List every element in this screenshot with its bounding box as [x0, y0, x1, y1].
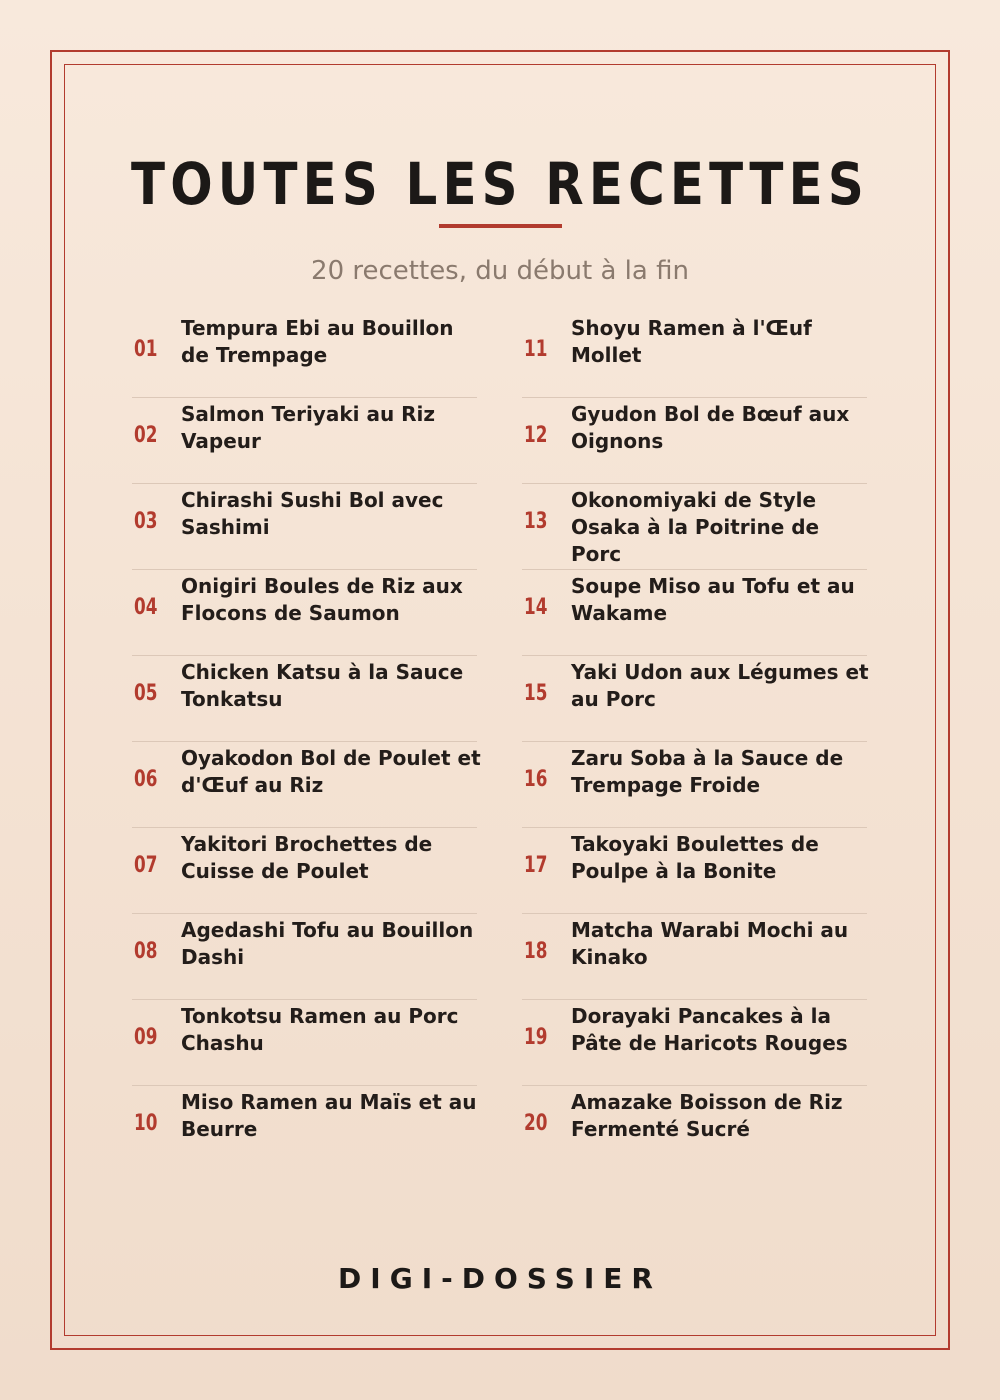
- recipe-item: [132, 656, 477, 742]
- recipe-name: Dorayaki Pancakes à la Pâte de Haricots Rouges: [571, 1004, 848, 1055]
- recipe-item: [522, 742, 867, 828]
- recipe-name: Chirashi Sushi Bol avec Sashimi: [181, 488, 444, 539]
- recipe-item: [132, 570, 477, 656]
- title-underline: [439, 224, 562, 228]
- recipe-item: [522, 398, 867, 484]
- recipe-number: 15: [524, 681, 548, 706]
- recipe-name: Yakitori Brochettes de Cuisse de Poulet: [181, 832, 433, 883]
- recipe-name: Tempura Ebi au Bouillon de Trempage: [181, 316, 454, 367]
- recipe-item: [132, 1000, 477, 1086]
- recipe-number: 13: [524, 509, 548, 534]
- recipe-name: Agedashi Tofu au Bouillon Dashi: [181, 918, 474, 969]
- recipe-name: Miso Ramen au Maïs et au Beurre: [181, 1090, 477, 1141]
- recipe-name: Soupe Miso au Tofu et au Wakame: [571, 574, 855, 625]
- recipe-number: 03: [134, 509, 158, 534]
- recipe-number: 10: [134, 1111, 158, 1136]
- recipe-number: 01: [134, 337, 158, 362]
- recipe-name: Chicken Katsu à la Sauce Tonkatsu: [181, 660, 464, 711]
- recipe-number: 18: [524, 939, 548, 964]
- recipe-name: Amazake Boisson de Riz Fermenté Sucré: [571, 1090, 843, 1141]
- recipe-number: 20: [524, 1111, 548, 1136]
- recipe-name: Gyudon Bol de Bœuf aux Oignons: [571, 402, 850, 453]
- recipe-number: 04: [134, 595, 158, 620]
- recipe-name: Tonkotsu Ramen au Porc Chashu: [181, 1004, 459, 1055]
- recipe-number: 07: [134, 853, 158, 878]
- recipe-item: [522, 312, 867, 398]
- recipe-number: 09: [134, 1025, 158, 1050]
- recipe-name: Shoyu Ramen à l'Œuf Mollet: [571, 316, 812, 367]
- recipe-item: [132, 828, 477, 914]
- recipe-item: [132, 312, 477, 398]
- recipe-item: [522, 1086, 867, 1172]
- recipe-name: Matcha Warabi Mochi au Kinako: [571, 918, 849, 969]
- page-title: TOUTES LES RECETTES: [131, 150, 869, 218]
- recipe-number: 08: [134, 939, 158, 964]
- recipe-item: [522, 1000, 867, 1086]
- recipe-number: 06: [134, 767, 158, 792]
- recipe-number: 11: [524, 337, 548, 362]
- recipe-item: [132, 398, 477, 484]
- footer-brand: DIGI-DOSSIER: [338, 1262, 662, 1295]
- recipe-number: 17: [524, 853, 548, 878]
- recipe-name: Yaki Udon aux Légumes et au Porc: [571, 660, 869, 711]
- recipe-name: Zaru Soba à la Sauce de Trempage Froide: [571, 746, 844, 797]
- recipe-number: 14: [524, 595, 548, 620]
- recipe-name: Oyakodon Bol de Poulet et d'Œuf au Riz: [181, 746, 481, 797]
- recipe-list-right: [522, 312, 867, 1172]
- page-subtitle: 20 recettes, du début à la fin: [311, 256, 689, 286]
- recipe-item: [522, 914, 867, 1000]
- recipe-item: [132, 484, 477, 570]
- recipe-item: [522, 656, 867, 742]
- recipe-item: [522, 828, 867, 914]
- recipe-item: [132, 914, 477, 1000]
- recipe-item: [132, 1086, 477, 1172]
- recipe-item: [522, 570, 867, 656]
- recipe-number: 12: [524, 423, 548, 448]
- recipe-name: Salmon Teriyaki au Riz Vapeur: [181, 402, 436, 453]
- recipe-name: Onigiri Boules de Riz aux Flocons de Saumon: [181, 574, 463, 625]
- recipe-number: 19: [524, 1025, 548, 1050]
- recipe-item: [522, 484, 867, 570]
- recipe-number: 02: [134, 423, 158, 448]
- recipe-number: 05: [134, 681, 158, 706]
- recipe-name: Okonomiyaki de Style Osaka à la Poitrine de Porc: [571, 488, 820, 566]
- recipe-item: [132, 742, 481, 828]
- recipe-number: 16: [524, 767, 548, 792]
- recipe-list-left: [132, 312, 481, 1172]
- recipe-name: Takoyaki Boulettes de Poulpe à la Bonite: [571, 832, 819, 883]
